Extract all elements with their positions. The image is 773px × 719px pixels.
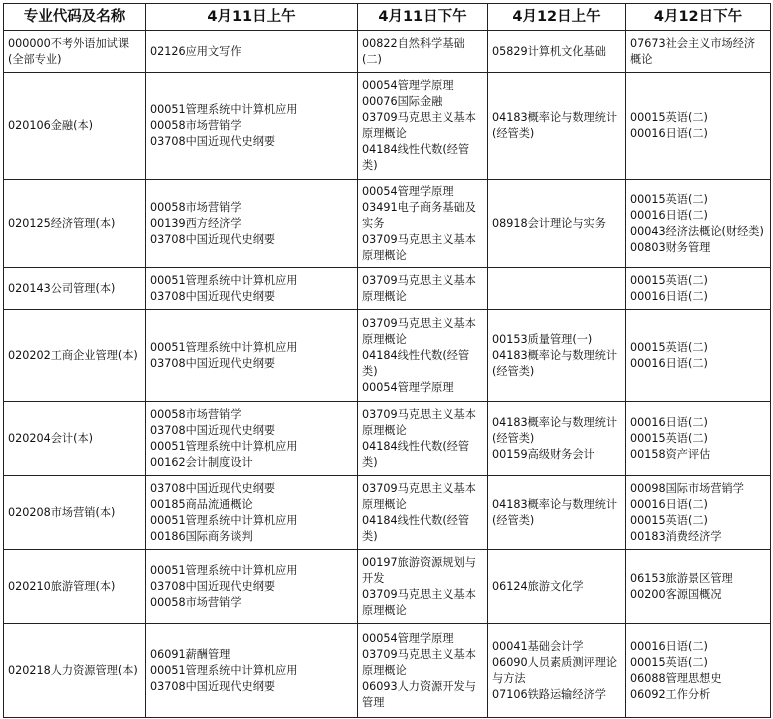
exam-cell-apr12-pm — [626, 310, 771, 402]
course-item: 00016日语(二) — [630, 356, 708, 370]
header-apr11-pm: 4月11日下午 — [358, 4, 488, 31]
major-name-cell — [4, 73, 146, 180]
table-row — [4, 268, 771, 310]
course-item: 03708中国近现代史纲要 — [150, 679, 276, 693]
course-item: 00162会计制度设计 — [150, 455, 253, 469]
course-item: 06153旅游景区管理 — [630, 571, 733, 585]
exam-cell-apr12-am — [488, 180, 626, 268]
course-item: 06124旅游文化学 — [492, 579, 584, 593]
course-item: 00200客源国概况 — [630, 587, 722, 601]
course-item: 00054管理学原理 — [362, 631, 454, 645]
course-item: 00015英语(二) — [630, 273, 708, 287]
course-item: 06093人力资源开发与管理 — [362, 679, 476, 709]
course-item: 03709马克思主义基本原理概论 — [362, 232, 476, 262]
course-item: 03708中国近现代史纲要 — [150, 232, 276, 246]
course-item: 00015英语(二) — [630, 655, 708, 669]
exam-cell-apr12-pm — [626, 268, 771, 310]
exam-cell-apr11-am — [146, 31, 358, 73]
major-name-cell — [4, 550, 146, 624]
exam-cell-apr12-pm — [626, 31, 771, 73]
course-item: 04184线性代数(经管类) — [362, 348, 470, 378]
course-item: 03709马克思主义基本原理概论 — [362, 481, 476, 511]
header-row — [4, 4, 771, 31]
course-item: 00822自然科学基础(二) — [362, 36, 465, 66]
exam-cell-apr11-pm — [358, 310, 488, 402]
course-item: 03708中国近现代史纲要 — [150, 356, 276, 370]
major-name: 020106金融(本) — [8, 119, 93, 132]
course-item: 00016日语(二) — [630, 639, 708, 653]
table-row — [4, 624, 771, 718]
table-row — [4, 550, 771, 624]
course-item: 00016日语(二) — [630, 208, 708, 222]
course-item: 00015英语(二) — [630, 340, 708, 354]
course-item: 00183消费经济学 — [630, 529, 722, 543]
table-row — [4, 310, 771, 402]
course-item: 00058市场营销学 — [150, 200, 242, 214]
course-item: 00058市场营销学 — [150, 595, 242, 609]
major-name-cell — [4, 624, 146, 718]
course-item: 05829计算机文化基础 — [492, 44, 606, 58]
exam-cell-apr11-pm — [358, 268, 488, 310]
course-item: 00051管理系统中计算机应用 — [150, 663, 298, 677]
course-item: 00186国际商务谈判 — [150, 529, 253, 543]
table-row — [4, 73, 771, 180]
course-item: 00076国际金融 — [362, 95, 443, 108]
course-item: 00185商品流通概论 — [150, 497, 253, 511]
major-name: 020204会计(本) — [8, 431, 93, 445]
major-name: 020202工商企业管理(本) — [8, 348, 138, 362]
exam-cell-apr12-am — [488, 476, 626, 550]
exam-cell-apr11-pm — [358, 73, 488, 180]
course-item: 00043经济法概论(财经类) — [630, 224, 764, 238]
exam-schedule-table — [3, 3, 771, 718]
course-item: 00058市场营销学 — [150, 119, 242, 132]
course-item: 00051管理系统中计算机应用 — [150, 103, 298, 116]
course-item: 03709马克思主义基本原理概论 — [362, 316, 476, 346]
exam-cell-apr11-am — [146, 73, 358, 180]
exam-cell-apr12-am — [488, 310, 626, 402]
exam-cell-apr12-pm — [626, 402, 771, 476]
course-item: 03709马克思主义基本原理概论 — [362, 587, 476, 617]
course-item: 00051管理系统中计算机应用 — [150, 563, 298, 577]
major-name-cell — [4, 31, 146, 73]
course-item: 00015英语(二) — [630, 111, 708, 124]
course-item: 00153质量管理(一) — [492, 332, 593, 346]
course-item: 00054管理学原理 — [362, 184, 454, 198]
course-item: 06088管理思想史 — [630, 671, 722, 685]
exam-cell-apr11-pm — [358, 31, 488, 73]
exam-cell-apr11-am — [146, 476, 358, 550]
major-name: 020143公司管理(本) — [8, 281, 116, 295]
course-item: 00016日语(二) — [630, 497, 708, 511]
course-item: 07673社会主义市场经济概论 — [630, 36, 756, 66]
course-item: 04183概率论与数理统计(经管类) — [492, 348, 618, 378]
major-name-cell — [4, 268, 146, 310]
course-item: 03709马克思主义基本原理概论 — [362, 407, 476, 437]
course-item: 03709马克思主义基本原理概论 — [362, 647, 476, 677]
course-item: 00098国际市场营销学 — [630, 481, 744, 495]
exam-cell-apr12-pm — [626, 550, 771, 624]
table-row — [4, 476, 771, 550]
course-item: 04184线性代数(经管类) — [362, 513, 470, 543]
major-name: 020210旅游管理(本) — [8, 579, 116, 593]
major-name-cell — [4, 476, 146, 550]
course-item: 00054管理学原理 — [362, 380, 454, 394]
major-name: 020218人力资源管理(本) — [8, 663, 138, 677]
course-item: 00139西方经济学 — [150, 216, 242, 230]
exam-cell-apr12-am — [488, 73, 626, 180]
course-item: 00041基础会计学 — [492, 639, 584, 653]
exam-cell-apr12-am — [488, 624, 626, 718]
course-item: 00197旅游资源规划与开发 — [362, 555, 476, 585]
exam-cell-apr11-pm — [358, 550, 488, 624]
course-item: 00016日语(二) — [630, 127, 708, 140]
course-item: 00016日语(二) — [630, 415, 708, 429]
course-item: 06090人员素质测评理论与方法 — [492, 655, 618, 685]
exam-cell-apr11-am — [146, 624, 358, 718]
course-item: 03708中国近现代史纲要 — [150, 481, 276, 495]
course-item: 08918会计理论与实务 — [492, 216, 606, 230]
course-item: 00051管理系统中计算机应用 — [150, 439, 298, 453]
header-apr12-am: 4月12日上午 — [488, 4, 626, 31]
course-item: 00051管理系统中计算机应用 — [150, 513, 298, 527]
exam-cell-apr11-am — [146, 402, 358, 476]
major-name: 020125经济管理(本) — [8, 216, 116, 230]
course-item: 00051管理系统中计算机应用 — [150, 273, 298, 287]
course-item: 06091薪酬管理 — [150, 647, 231, 661]
course-item: 00051管理系统中计算机应用 — [150, 340, 298, 354]
course-item: 02126应用文写作 — [150, 44, 242, 58]
exam-cell-apr12-am — [488, 550, 626, 624]
course-item: 00015英语(二) — [630, 513, 708, 527]
course-item: 04183概率论与数理统计(经管类) — [492, 497, 618, 527]
course-item: 00158资产评估 — [630, 447, 711, 461]
course-item: 04184线性代数(经管类) — [362, 143, 470, 172]
exam-cell-apr11-pm — [358, 624, 488, 718]
header-apr11-am: 4月11日上午 — [146, 4, 358, 31]
exam-cell-apr11-pm — [358, 402, 488, 476]
major-name: 000000不考外语加试课(全部专业) — [8, 36, 130, 66]
course-item: 00015英语(二) — [630, 192, 708, 206]
header-major: 专业代码及名称 — [4, 4, 146, 31]
header-apr12-pm: 4月12日下午 — [626, 4, 771, 31]
table-row — [4, 402, 771, 476]
exam-cell-apr11-am — [146, 268, 358, 310]
table-row — [4, 31, 771, 73]
table-row — [4, 180, 771, 268]
exam-cell-apr12-am — [488, 402, 626, 476]
course-item: 03491电子商务基础及实务 — [362, 200, 476, 230]
course-item: 00058市场营销学 — [150, 407, 242, 421]
course-item: 03709马克思主义基本原理概论 — [362, 111, 476, 140]
exam-cell-apr11-pm — [358, 476, 488, 550]
course-item: 03708中国近现代史纲要 — [150, 579, 276, 593]
course-item: 03708中国近现代史纲要 — [150, 289, 276, 303]
exam-cell-apr11-am — [146, 180, 358, 268]
course-item: 03708中国近现代史纲要 — [150, 423, 276, 437]
course-item: 00803财务管理 — [630, 240, 711, 254]
course-item: 07106铁路运输经济学 — [492, 687, 606, 701]
course-item: 04184线性代数(经管类) — [362, 439, 470, 469]
major-name-cell — [4, 310, 146, 402]
course-item: 04183概率论与数理统计(经管类) — [492, 415, 618, 445]
course-item: 00015英语(二) — [630, 431, 708, 445]
course-item: 03708中国近现代史纲要 — [150, 135, 276, 148]
course-item: 00159高级财务会计 — [492, 447, 595, 461]
exam-cell-apr11-pm — [358, 180, 488, 268]
exam-cell-apr12-am — [488, 31, 626, 73]
exam-cell-apr12-pm — [626, 624, 771, 718]
exam-cell-apr11-am — [146, 550, 358, 624]
course-item: 06092工作分析 — [630, 687, 711, 701]
major-name: 020208市场营销(本) — [8, 505, 116, 519]
exam-cell-apr12-pm — [626, 180, 771, 268]
exam-cell-apr11-am — [146, 310, 358, 402]
exam-cell-apr12-pm — [626, 476, 771, 550]
course-item: 04183概率论与数理统计(经管类) — [492, 111, 618, 140]
course-item: 00016日语(二) — [630, 289, 708, 303]
table-body — [4, 31, 771, 718]
exam-cell-apr12-am — [488, 268, 626, 310]
major-name-cell — [4, 180, 146, 268]
major-name-cell — [4, 402, 146, 476]
course-item: 00054管理学原理 — [362, 79, 454, 92]
exam-cell-apr12-pm — [626, 73, 771, 180]
course-item: 03709马克思主义基本原理概论 — [362, 273, 476, 303]
